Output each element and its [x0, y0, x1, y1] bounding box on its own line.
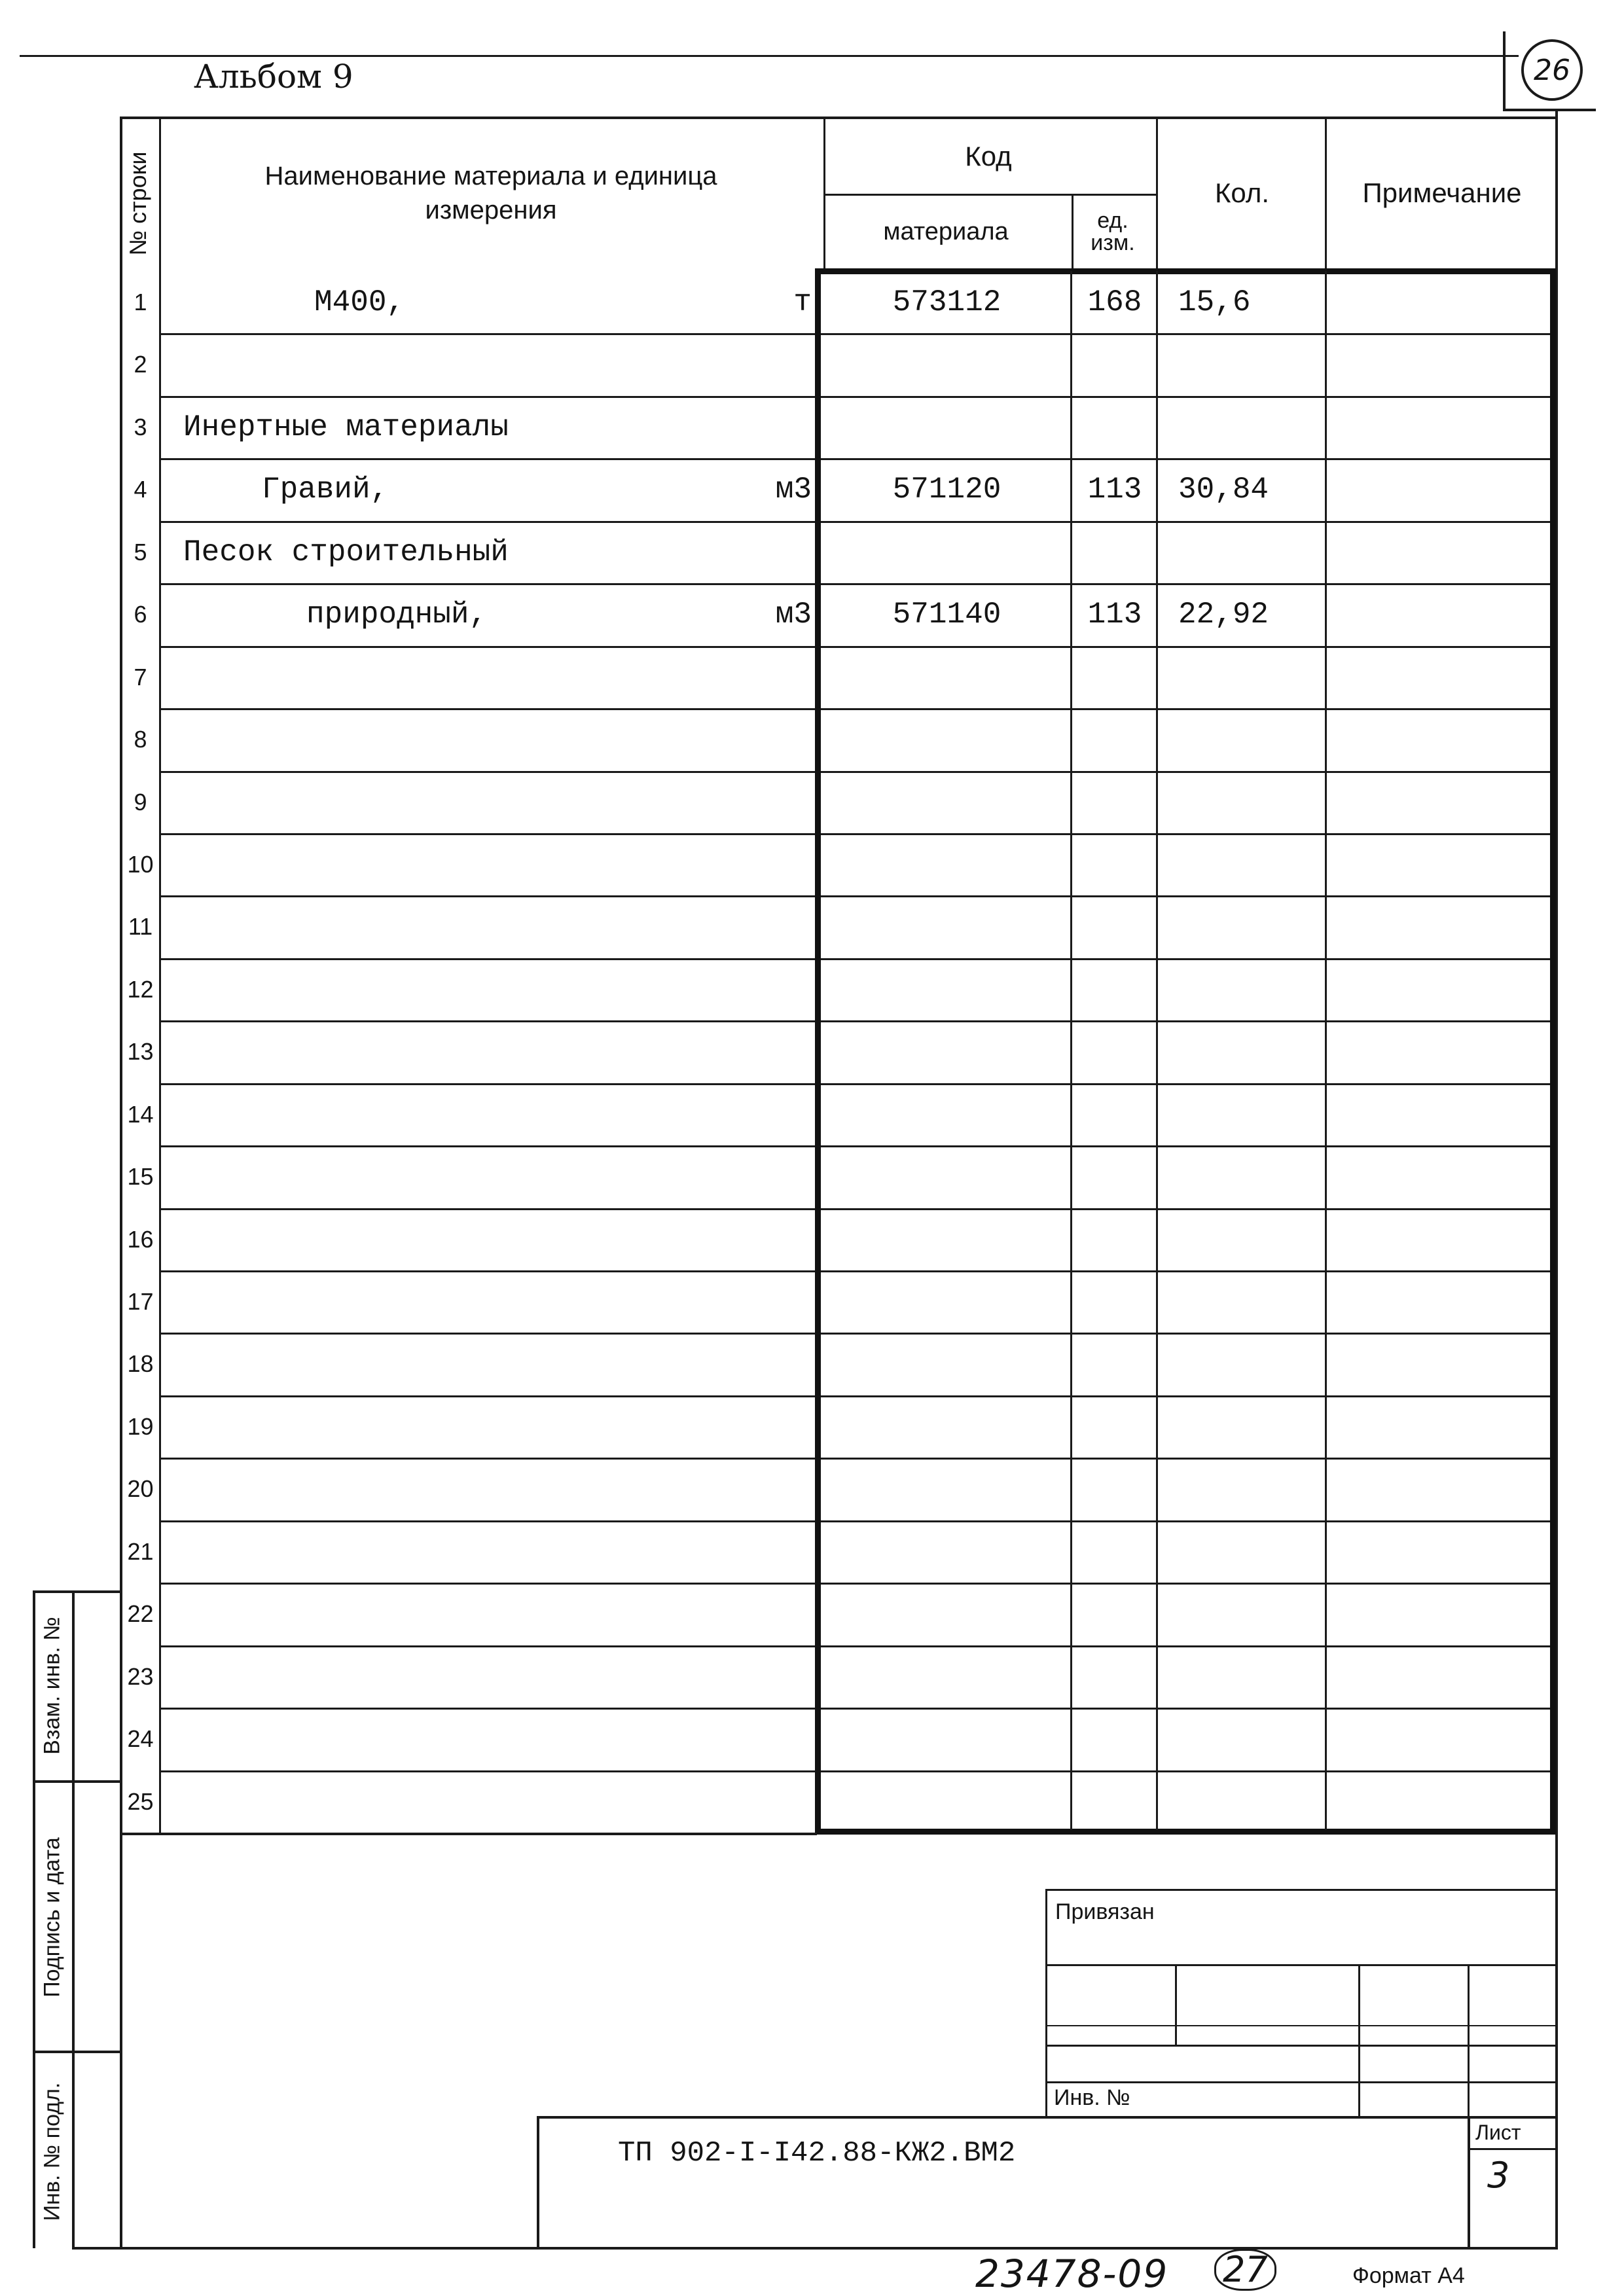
row-unit-code — [1074, 521, 1156, 583]
format-label: Формат А4 — [1352, 2263, 1465, 2288]
row-divider — [159, 1708, 1555, 1710]
row-name: Инертные материалы — [183, 410, 509, 444]
row-code: 573112 — [892, 285, 1001, 319]
row-divider — [159, 1520, 1555, 1522]
row-unit-code: 113 — [1087, 597, 1142, 632]
thick-right — [1550, 268, 1556, 1835]
row-unit-code — [1074, 333, 1156, 395]
col-header-code: Код — [965, 141, 1012, 171]
row-divider — [159, 1645, 1555, 1647]
inv-no-label: Инв. № — [1054, 2085, 1130, 2110]
thick-top — [820, 268, 1556, 274]
row-divider — [159, 895, 1555, 897]
row-number: 4 — [134, 475, 147, 503]
row-number: 9 — [134, 788, 147, 816]
stamp-podpis-data: Подпись и дата — [39, 1837, 65, 1998]
row-divider — [159, 708, 1555, 710]
col-header-name: Наименование материала и единица измерения — [264, 162, 717, 224]
row-unit-code: 168 — [1087, 285, 1142, 319]
list-value: 3 — [1487, 2155, 1510, 2196]
row-code — [823, 333, 1070, 395]
col-header-code-material: материала — [883, 217, 1009, 245]
row-divider — [159, 1208, 1555, 1210]
row-divider — [159, 1770, 1555, 1772]
row-unit: м3 — [775, 472, 812, 507]
row-divider — [159, 646, 1555, 648]
row-divider — [159, 1583, 1555, 1585]
row-number: 23 — [127, 1662, 154, 1690]
row-number: 18 — [127, 1350, 154, 1377]
row-number: 11 — [128, 912, 153, 940]
col-header-row-no: № строки — [124, 151, 151, 256]
row-divider — [159, 771, 1555, 773]
row-number: 24 — [127, 1725, 154, 1752]
row-qty: 15,6 — [1178, 285, 1251, 319]
row-number: 14 — [127, 1100, 154, 1128]
col-header-code-unit: ед. изм. — [1091, 208, 1135, 255]
thick-bottom — [815, 1829, 1556, 1835]
page-number-circle — [1521, 39, 1583, 101]
row-divider — [159, 1333, 1555, 1335]
row-number: 21 — [127, 1537, 154, 1565]
row-divider — [159, 1145, 1555, 1147]
row-code — [823, 396, 1070, 458]
list-label: Лист — [1475, 2121, 1521, 2144]
row-number: 16 — [127, 1225, 154, 1253]
row-number: 1 — [134, 288, 147, 315]
stamp-inv-podl: Инв. № подл. — [39, 2082, 65, 2221]
document-code: ТП 902-I-I42.88-КЖ2.ВМ2 — [618, 2137, 1016, 2170]
row-number: 3 — [134, 413, 147, 440]
row-code — [823, 521, 1070, 583]
row-number: 15 — [127, 1162, 154, 1190]
row-unit-code: 113 — [1087, 472, 1142, 507]
row-code: 571120 — [892, 472, 1001, 507]
row-number: 17 — [127, 1287, 154, 1315]
row-number: 12 — [127, 975, 154, 1003]
privyazan-label: Привязан — [1055, 1899, 1155, 1924]
page-number-box — [1503, 31, 1596, 111]
row-unit-code — [1074, 396, 1156, 458]
row-name: Гравий, — [262, 472, 389, 507]
stamp-sheet: 27 — [1214, 2249, 1276, 2291]
album-label: Альбом 9 — [194, 58, 353, 96]
row-code: 571140 — [892, 597, 1001, 632]
row-qty: 30,84 — [1178, 472, 1269, 507]
row-number: 22 — [127, 1600, 154, 1627]
page-number: 26 — [1534, 53, 1570, 87]
row-divider — [159, 958, 1555, 960]
stamp-vzam-inv: Взам. инв. № — [39, 1617, 65, 1755]
row-unit — [746, 396, 812, 458]
row-number: 20 — [127, 1475, 154, 1502]
row-unit — [746, 521, 812, 583]
row-unit — [746, 333, 812, 395]
row-number: 6 — [134, 600, 147, 628]
thick-left — [815, 268, 821, 1835]
row-unit: т — [793, 285, 812, 319]
frame-bottom — [72, 2247, 1558, 2250]
row-number: 8 — [134, 725, 147, 753]
row-unit: м3 — [775, 597, 812, 632]
row-number: 19 — [127, 1412, 154, 1440]
row-divider — [159, 833, 1555, 835]
row-name: природный, — [306, 597, 488, 632]
row-divider — [159, 1458, 1555, 1460]
row-divider — [159, 1083, 1555, 1085]
row-number: 13 — [127, 1037, 154, 1065]
row-divider — [159, 1270, 1555, 1272]
row-number: 25 — [127, 1787, 154, 1815]
row-name: М400, — [314, 285, 405, 319]
col-header-qty: Кол. — [1214, 177, 1270, 208]
row-number: 7 — [134, 663, 147, 691]
row-divider — [159, 1020, 1555, 1022]
row-number: 10 — [127, 850, 154, 878]
row-name: Песок строительный — [183, 535, 509, 569]
row-qty: 22,92 — [1178, 597, 1269, 632]
row-number: 2 — [134, 350, 147, 378]
col-header-note: Примечание — [1362, 177, 1522, 208]
row-divider — [159, 1395, 1555, 1397]
row-number: 5 — [134, 538, 147, 565]
stamp-number: 23478-09 — [975, 2251, 1169, 2296]
